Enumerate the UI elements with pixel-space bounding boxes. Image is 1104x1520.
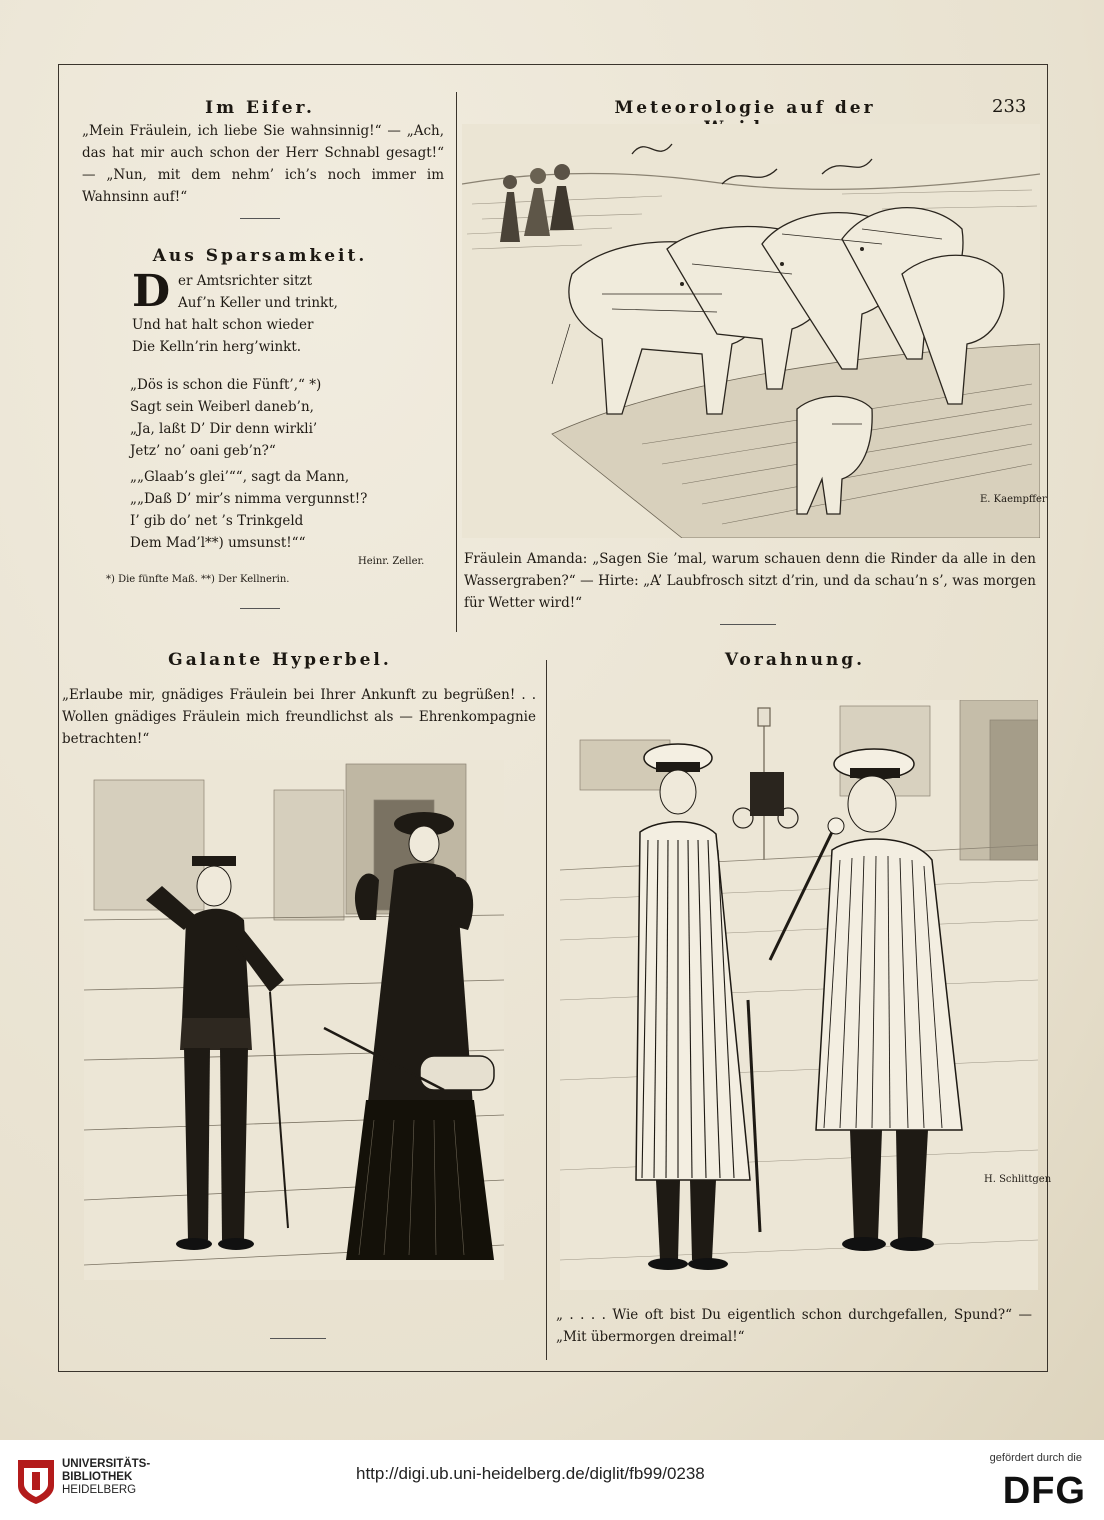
meteorologie-caption: Fräulein Amanda: „Sagen Sie ’mal, warum schauen denn die Rinder da alle in den Wassergraben?“ — Hirte: „A’ Laubfrosch sitzt d’rin, und da schau’n s’, was morgen für Wetter wird!“ [464, 551, 1036, 611]
verse-stanza-3 [130, 466, 367, 554]
vorahnung-caption: „ . . . . Wie oft bist Du eigentlich schon durchgefallen, Spund?“ — „Mit übermorgen dreimal!“ [556, 1307, 1032, 1345]
column-rule-top [456, 92, 457, 632]
verse-stanza-2 [130, 374, 321, 462]
separator [240, 218, 280, 219]
footer-bar [0, 1440, 1104, 1520]
verse-line: Dem Mad’l**) umsunst!““ [130, 535, 306, 551]
cattle-illustration [462, 124, 1040, 538]
library-name [62, 1458, 150, 1497]
library-line: BIBLIOTHEK [62, 1471, 133, 1483]
verse-line: Die Kelln’rin herg’winkt. [132, 339, 302, 355]
verse-line: „„Glaab’s glei’““, sagt da Mann, [130, 469, 350, 485]
dfg-note: gefördert durch die [989, 1452, 1082, 1464]
verse-line: Sagt sein Weiberl daneb’n, [130, 399, 314, 415]
officer-lady-illustration [84, 760, 504, 1280]
library-line: HEIDELBERG [62, 1484, 137, 1496]
vorahnung-signature: H. Schlittgen [984, 1174, 1052, 1185]
dfg-logo: DFG [1002, 1470, 1086, 1512]
meteorologie-title: Meteorologie auf der [614, 98, 876, 118]
separator [270, 1338, 326, 1339]
galante-title: Galante Hyperbel. [168, 650, 392, 670]
meteorologie-signature: E. Kaempffer [980, 494, 1047, 505]
page-number: 233 [992, 96, 1027, 117]
aus-sparsamkeit-title: Aus Sparsamkeit. [152, 246, 368, 266]
column-rule-bottom [546, 660, 547, 1360]
separator [240, 608, 280, 609]
document-url-link[interactable]: http://digi.ub.uni-heidelberg.de/diglit/fb99/0238 [356, 1464, 705, 1483]
separator [720, 624, 776, 625]
im-eifer-text: „Mein Fräulein, ich liebe Sie wahnsinnig!“ — „Ach, das hat mir auch schon der Herr Schnabl gesagt!“ — „Nun, mit dem nehm’ ich’s noch immer im Wahnsinn auf!“ [82, 123, 444, 205]
verse-line: „Dös is schon die Fünft’,“ *) [130, 377, 322, 393]
verse-line: „„Daß D’ mir’s nimma vergunnst!? [130, 491, 368, 507]
verse-line: Und hat halt schon wieder [132, 317, 314, 333]
verse-line: I’ gib do’ net ’s Trinkgeld [130, 513, 304, 529]
verse-stanza-1 [132, 266, 338, 358]
verse-line: Jetz’ no’ oani geb’n?“ [130, 443, 276, 459]
two-men-illustration [560, 700, 1038, 1290]
library-line: UNIVERSITÄTS- [62, 1458, 151, 1470]
drop-cap: D [132, 266, 171, 317]
footnote: *) Die fünfte Maß. **) Der Kellnerin. [106, 574, 290, 585]
library-seal-icon [14, 1456, 58, 1506]
vorahnung-title: Vorahnung. [724, 650, 866, 670]
galante-text: „Erlaube mir, gnädiges Fräulein bei Ihrer Ankunft zu begrüßen! . . Wollen gnädiges Fräulein mich freundlichst als — Ehrenkompagnie betrachten!“ [62, 687, 536, 747]
verse-line: „Ja, laßt D’ Dir denn wirkli’ [130, 421, 318, 437]
im-eifer-title: Im Eifer. [205, 98, 315, 118]
verse-line: Auf’n Keller und trinkt, [178, 295, 338, 311]
verse-line: er Amtsrichter sitzt [178, 273, 313, 289]
author: Heinr. Zeller. [358, 556, 425, 567]
